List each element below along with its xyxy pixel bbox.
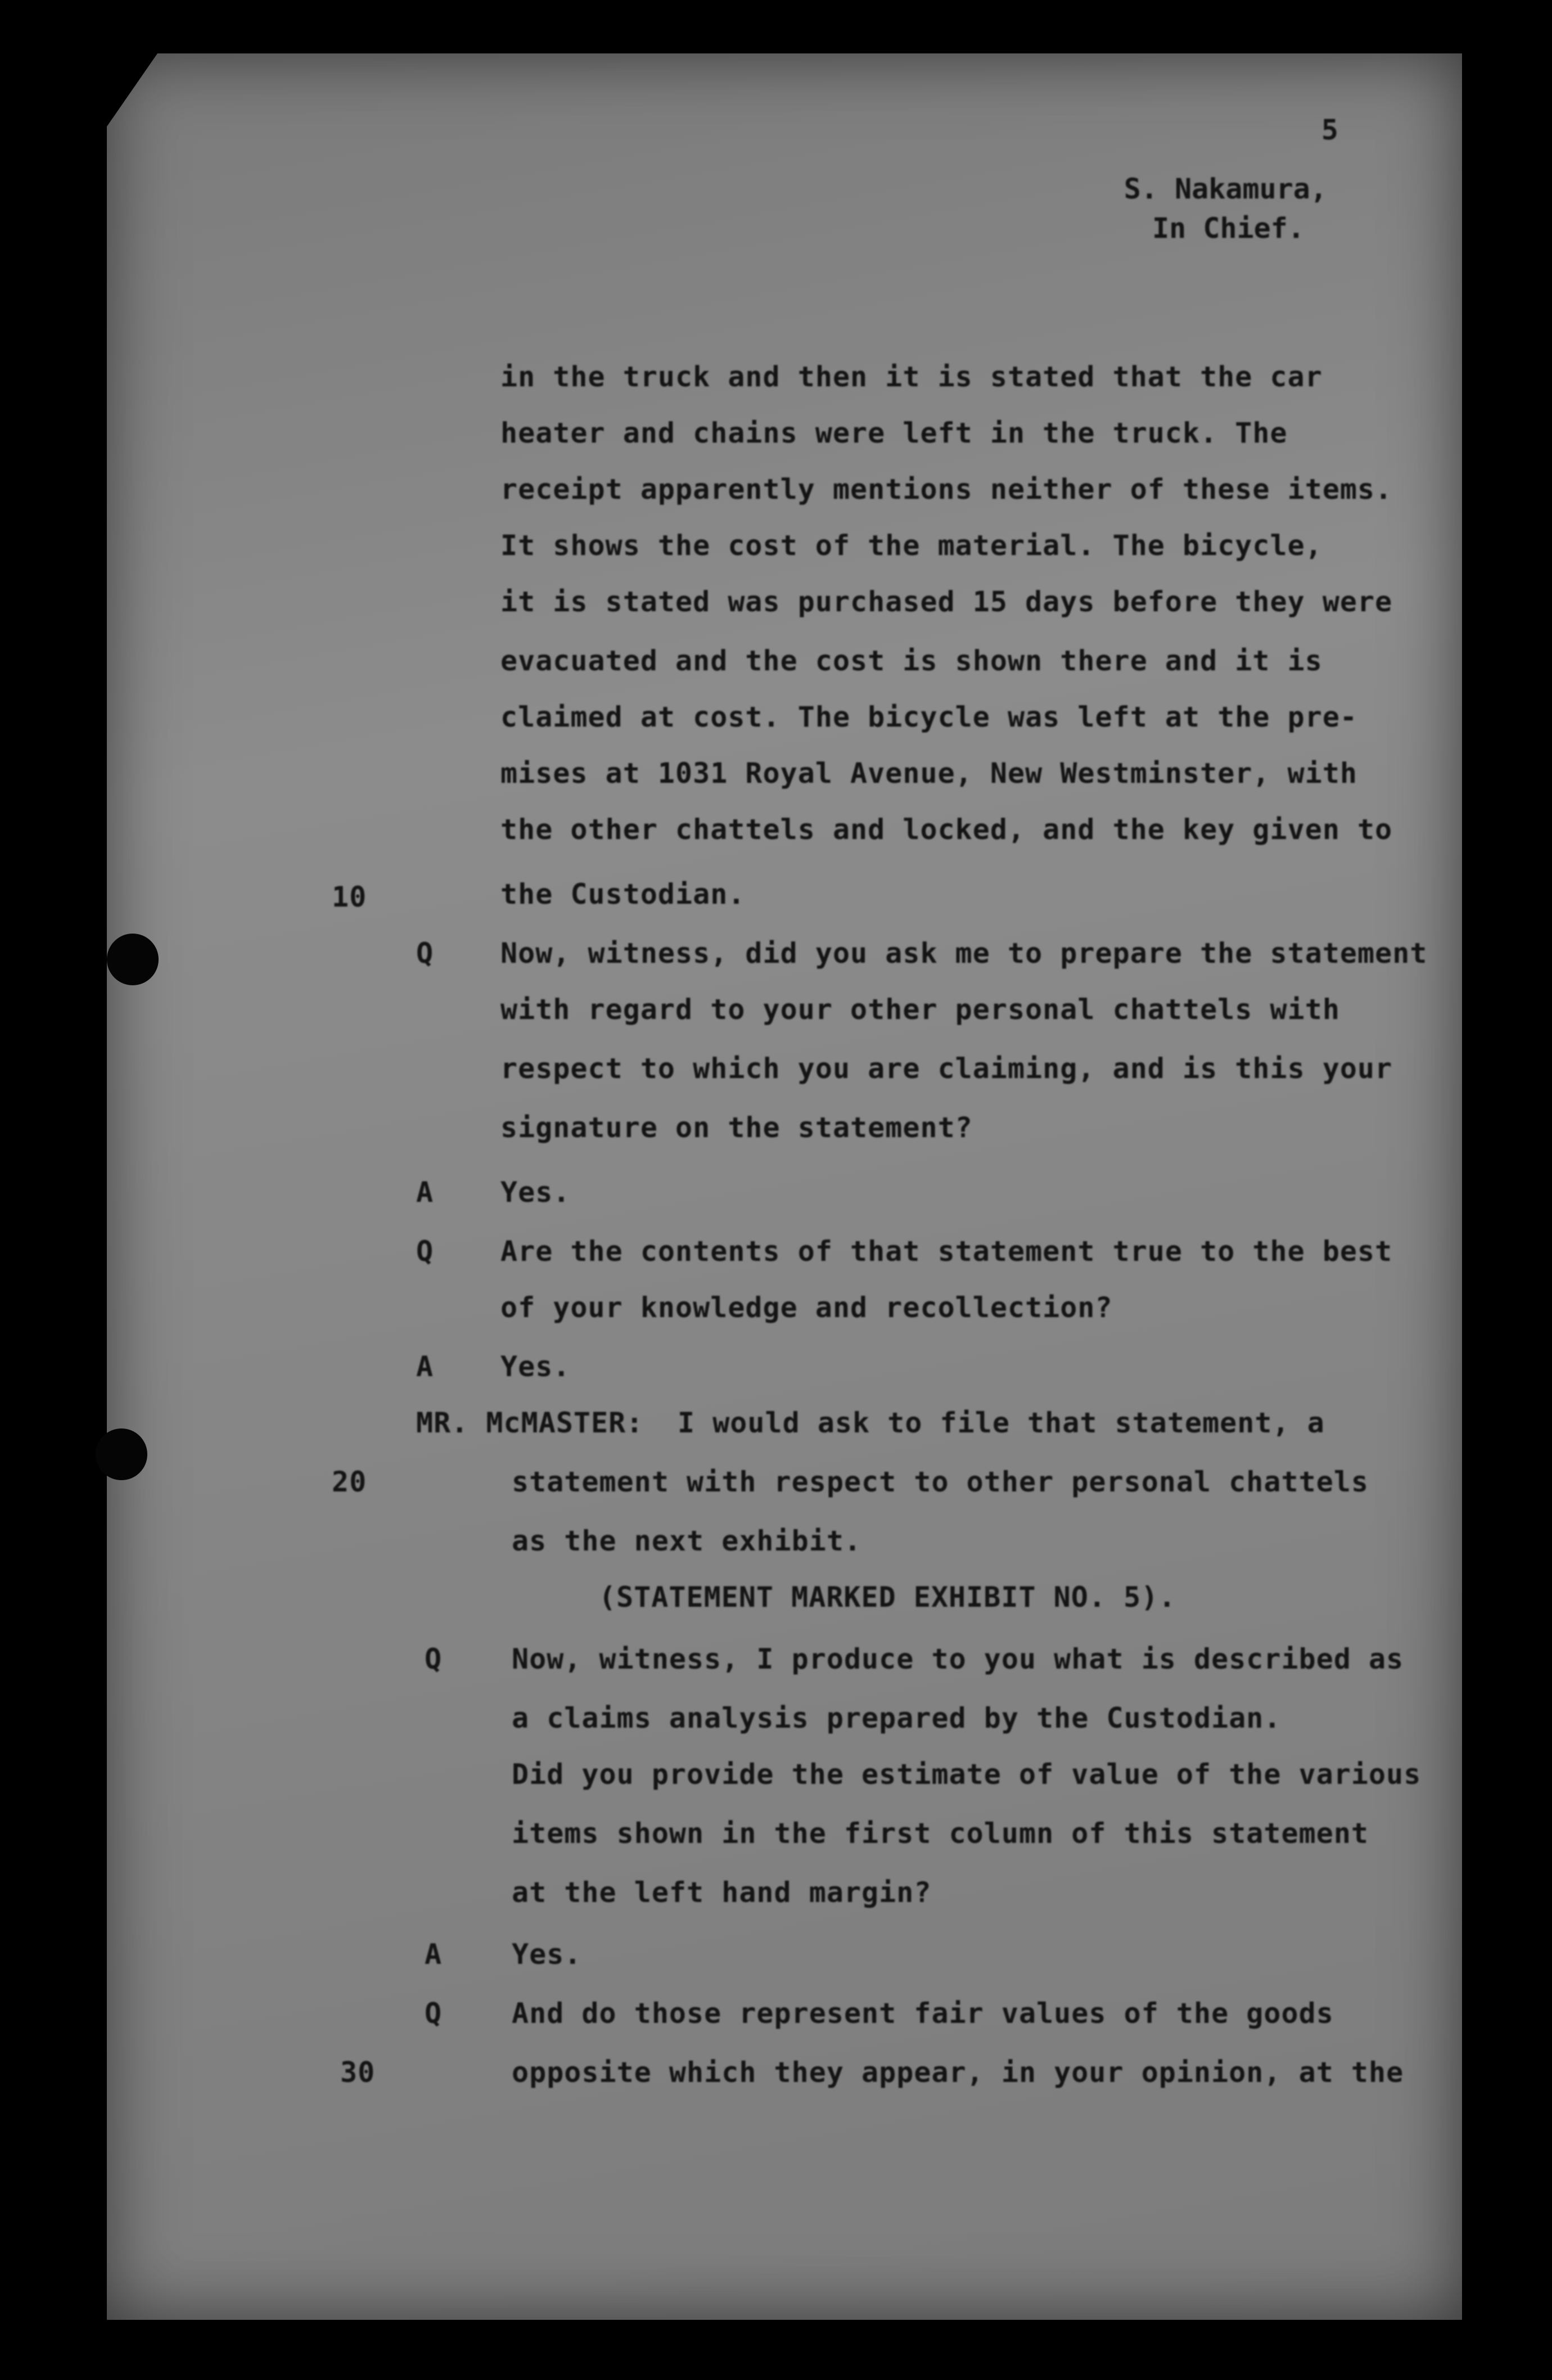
transcript-line: Are the contents of that statement true to the best [500, 1235, 1393, 1268]
transcript-line: Now, witness, did you ask me to prepare the statement [500, 937, 1428, 970]
punch-hole-bottom [96, 1428, 147, 1480]
answer-marker: A [416, 1176, 434, 1209]
line-number-30: 30 [340, 2056, 376, 2089]
punch-hole-top [107, 934, 159, 985]
witness-name: S. Nakamura, [1124, 173, 1327, 205]
transcript-line: receipt apparently mentions neither of these items. [500, 473, 1393, 506]
answer-marker: A [425, 1938, 443, 1971]
transcript-line: Yes. [500, 1350, 571, 1383]
transcript-line: And do those represent fair values of the goods [512, 1997, 1334, 2030]
transcript-line: mises at 1031 Royal Avenue, New Westminster, with [500, 757, 1358, 790]
transcript-line: Did you provide the estimate of value of the various [512, 1758, 1422, 1791]
transcript-line: statement with respect to other personal chattels [512, 1466, 1369, 1498]
transcript-line: at the left hand margin? [512, 1876, 932, 1909]
transcript-line: signature on the statement? [500, 1111, 973, 1144]
transcript-line: claimed at cost. The bicycle was left at the pre- [500, 701, 1358, 733]
question-marker: Q [416, 937, 434, 970]
exhibit-note: (STATEMENT MARKED EXHIBIT NO. 5). [599, 1581, 1176, 1613]
transcript-line: of your knowledge and recollection? [500, 1291, 1113, 1324]
transcript-line: in the truck and then it is stated that the car [500, 360, 1323, 393]
transcript-line: with regard to your other personal chattels with [500, 993, 1340, 1026]
transcript-line: I would ask to file that statement, a [678, 1407, 1325, 1439]
transcript-line: it is stated was purchased 15 days before they were [500, 585, 1393, 618]
page-number: 5 [1321, 114, 1338, 146]
examination-label: In Chief. [1152, 212, 1305, 245]
question-marker: Q [425, 1643, 443, 1675]
transcript-line: evacuated and the cost is shown there and it is [500, 644, 1323, 677]
answer-marker: A [416, 1350, 434, 1383]
transcript-line: Yes. [500, 1176, 571, 1209]
line-number-20: 20 [332, 1466, 367, 1498]
transcript-line: opposite which they appear, in your opinion, at the [512, 2056, 1404, 2089]
transcript-line: items shown in the first column of this statement [512, 1817, 1369, 1850]
question-marker: Q [425, 1997, 443, 2030]
line-number-10: 10 [332, 881, 367, 913]
transcript-line: heater and chains were left in the truck. The [500, 417, 1288, 449]
transcript-line: Yes. [512, 1938, 582, 1971]
transcript-line: a claims analysis prepared by the Custodian. [512, 1702, 1282, 1734]
transcript-line: respect to which you are claiming, and is this your [500, 1052, 1393, 1085]
transcript-line: Now, witness, I produce to you what is described as [512, 1643, 1404, 1675]
transcript-line: the Custodian. [500, 878, 746, 910]
speaker-label: MR. McMASTER: [416, 1407, 644, 1439]
question-marker: Q [416, 1235, 434, 1268]
transcript-line: the other chattels and locked, and the key given to [500, 813, 1393, 846]
transcript-line: as the next exhibit. [512, 1525, 862, 1557]
transcript-line: It shows the cost of the material. The bicycle, [500, 529, 1323, 562]
